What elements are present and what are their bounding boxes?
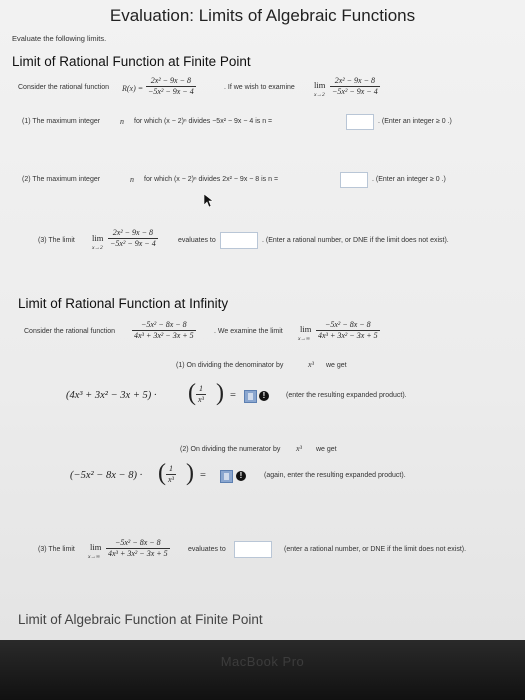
fraction-denominator: x³: [198, 395, 204, 404]
variable-n: n: [120, 117, 124, 126]
section2-heading: Limit of Rational Function at Infinity: [18, 296, 229, 311]
s2-q1-reciprocal: [196, 384, 206, 405]
s1-q1-text: for which (x − 2)ⁿ divides −5x² − 9x − 4 is n =: [134, 118, 273, 125]
fraction-numerator: 2x² − 9x − 8: [146, 76, 196, 87]
paren-open: (: [158, 460, 166, 486]
fraction-numerator: −5x² − 8x − 8: [316, 320, 380, 331]
fraction-numerator: 2x² − 9x − 8: [108, 228, 158, 239]
s2-q3-answer-input[interactable]: [234, 541, 272, 558]
s2-q1-power: x³: [308, 360, 314, 369]
s1-q1-prefix: (1) The maximum integer: [22, 118, 101, 125]
fraction-numerator: 2x² − 9x − 8: [330, 76, 380, 87]
limit-subscript: x→2: [314, 92, 325, 98]
fraction-denominator: 4x³ + 3x² − 3x + 5: [134, 331, 194, 340]
s1-q1-hint: . (Enter an integer ≥ 0 .): [378, 118, 452, 125]
s2-q1-expression: (4x³ + 3x² − 3x + 5) ·: [66, 390, 157, 401]
s2-q2-hint: (again, enter the resulting expanded product).: [264, 472, 406, 479]
fraction-numerator: 1: [196, 384, 206, 395]
section1-func-name: R(x) =: [122, 84, 144, 93]
mouse-cursor-icon: [204, 194, 213, 207]
s1-q3-evaluates: evaluates to: [178, 237, 216, 244]
s2-q1-text: (1) On dividing the denominator by: [176, 362, 284, 369]
limit-subscript: x→∞: [88, 554, 100, 560]
limit-symbol: lim: [90, 542, 102, 552]
fraction-denominator: −5x² − 9x − 4: [110, 239, 156, 248]
section2-examine-text: . We examine the limit: [214, 328, 283, 335]
limit-subscript: x→∞: [298, 336, 310, 342]
equals-sign: =: [230, 390, 236, 401]
s1-q3-prefix: (3) The limit: [38, 237, 75, 244]
info-icon[interactable]: !: [236, 471, 246, 481]
section3-heading: Limit of Algebraic Function at Finite Point: [18, 612, 263, 627]
laptop-brand-label: MacBook Pro: [220, 654, 305, 669]
instructions-text: Evaluate the following limits.: [12, 34, 107, 43]
info-icon[interactable]: !: [259, 391, 269, 401]
s2-q2-power: x³: [296, 444, 302, 453]
fraction-denominator: −5x² − 9x − 4: [332, 87, 378, 96]
s1-q3-hint: . (Enter a rational number, or DNE if the limit does not exist).: [262, 237, 449, 244]
page-title: Evaluation: Limits of Algebraic Functions: [109, 6, 416, 25]
section1-limit-fraction: [330, 76, 380, 97]
fraction-denominator: −5x² − 9x − 4: [148, 87, 194, 96]
s1-q2-prefix: (2) The maximum integer: [22, 176, 101, 183]
fraction-numerator: −5x² − 8x − 8: [106, 538, 170, 549]
math-editor-icon[interactable]: [220, 470, 233, 483]
s2-q3-fraction: [106, 538, 170, 559]
s1-q2-hint: . (Enter an integer ≥ 0 .): [372, 176, 446, 183]
paren-open: (: [188, 380, 196, 406]
s2-q2-get: we get: [316, 446, 337, 453]
s1-q2-answer-input[interactable]: [340, 172, 368, 188]
s2-q2-expression: (−5x² − 8x − 8) ·: [70, 470, 143, 481]
math-editor-icon[interactable]: [244, 390, 257, 403]
fraction-denominator: 4x³ + 3x² − 3x + 5: [108, 549, 168, 558]
section2-function-fraction: [132, 320, 196, 341]
section1-intro: Consider the rational function: [18, 84, 110, 91]
limit-symbol: lim: [314, 80, 326, 90]
section2-limit-fraction: [316, 320, 380, 341]
fraction-numerator: 1: [166, 464, 176, 475]
limit-symbol: lim: [300, 324, 312, 334]
s1-q1-answer-input[interactable]: [346, 114, 374, 130]
section1-function-fraction: [146, 76, 196, 97]
paren-close: ): [216, 380, 224, 406]
s2-q1-hint: (enter the resulting expanded product).: [286, 392, 407, 399]
fraction-numerator: −5x² − 8x − 8: [132, 320, 196, 331]
s1-q3-fraction: [108, 228, 158, 249]
limit-symbol: lim: [92, 233, 104, 243]
fraction-denominator: x³: [168, 475, 174, 484]
section1-examine-text: . If we wish to examine: [224, 84, 295, 91]
section2-intro: Consider the rational function: [24, 328, 116, 335]
s2-q3-hint: (enter a rational number, or DNE if the limit does not exist).: [284, 546, 467, 553]
s1-q3-answer-input[interactable]: [220, 232, 258, 249]
section1-heading: Limit of Rational Function at Finite Point: [12, 54, 251, 69]
s2-q1-get: we get: [326, 362, 347, 369]
s2-q2-reciprocal: [166, 464, 176, 485]
laptop-bezel: [0, 640, 525, 700]
s2-q3-evaluates: evaluates to: [188, 546, 226, 553]
limit-subscript: x→2: [92, 245, 103, 251]
paren-close: ): [186, 460, 194, 486]
s2-q2-text: (2) On dividing the numerator by: [180, 446, 281, 453]
s2-q3-prefix: (3) The limit: [38, 546, 75, 553]
s1-q2-text: for which (x − 2)ⁿ divides 2x² − 9x − 8 is n =: [144, 176, 279, 183]
variable-n: n: [130, 175, 134, 184]
fraction-denominator: 4x³ + 3x² − 3x + 5: [318, 331, 378, 340]
equals-sign: =: [200, 470, 206, 481]
